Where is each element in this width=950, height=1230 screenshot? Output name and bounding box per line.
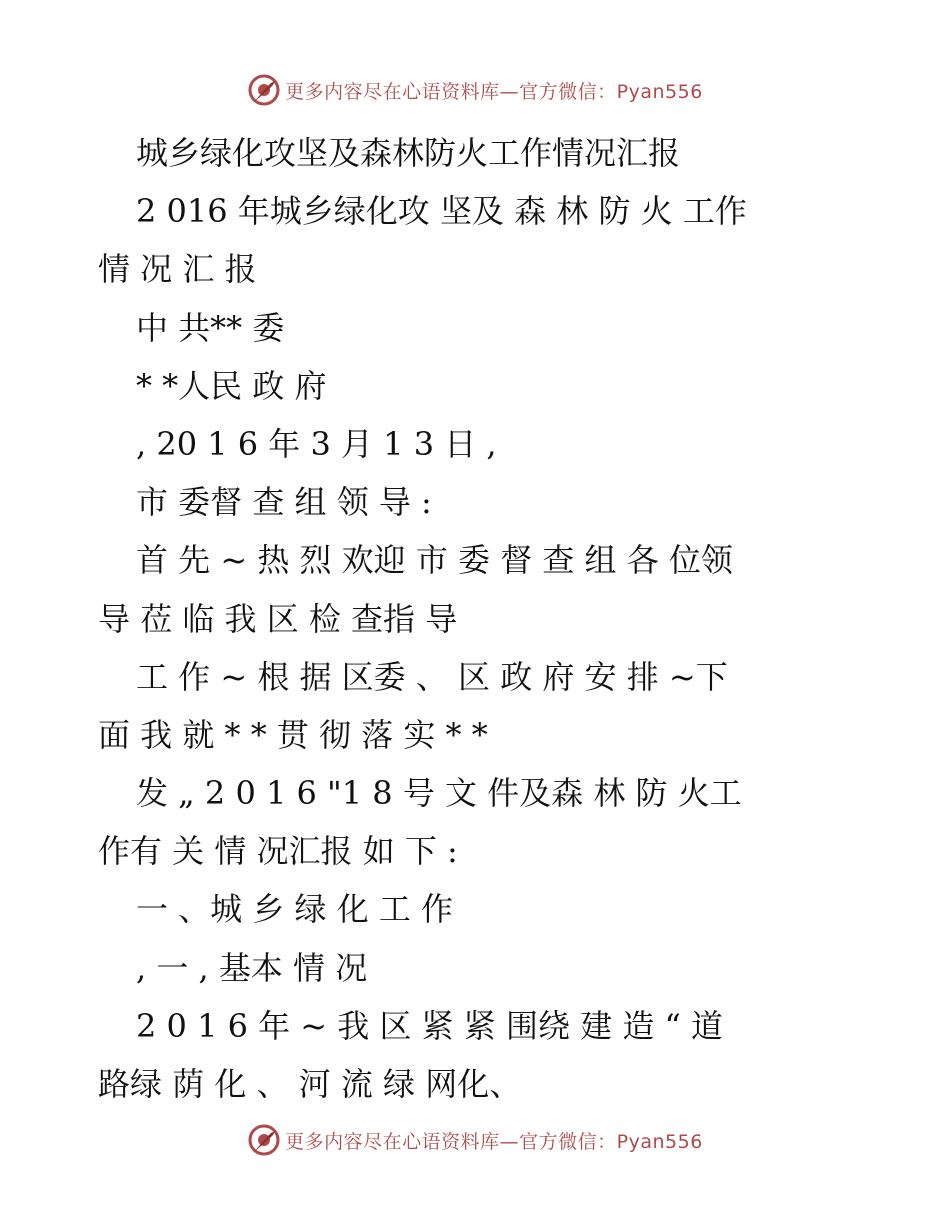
text-line: , 20 1 6 年 3 月 1 3 日 , — [136, 424, 497, 463]
text-line: 导 莅 临 我 区 检 查指 导 — [98, 599, 458, 638]
document-body — [98, 124, 858, 1113]
text-line: 发 „ 2 0 1 6 "1 8 号 文 件及森 林 防 火工 — [136, 774, 742, 813]
text-line: 工 作 ~ 根 据 区委 、 区 政 府 安 排 ~下 — [136, 657, 728, 696]
footer-banner — [0, 1120, 950, 1160]
text-line: 路绿 荫 化 、 河 流 绿 网化、 — [98, 1065, 522, 1103]
header-banner — [0, 70, 950, 110]
text-line: 一 、城 乡 绿 化 工 作 — [136, 890, 454, 929]
text-line: , 一 , 基本 情 况 — [136, 948, 368, 987]
text-line: 市 委督 查 组 领 导 : — [136, 483, 432, 522]
text-line: 面 我 就 * * 贯 彻 落 实 * * — [98, 715, 488, 754]
banner-text: 更多内容尽在心语资料库—官方微信：Pyan556 — [285, 1130, 703, 1153]
text-line: 作有 关 情 况汇报 如 下 : — [98, 832, 458, 871]
quill-logo-icon — [247, 1123, 281, 1157]
text-line: 首 先 ~ 热 烈 欢迎 市 委 督 查 组 各 位领 — [136, 541, 733, 580]
text-line: * *人民 政 府 — [136, 366, 327, 405]
text-line: 情 况 汇 报 — [98, 250, 257, 289]
text-line: 城乡绿化攻坚及森林防火工作情况汇报 — [136, 134, 681, 172]
text-line: 2 016 年城乡绿化攻 坚及 森 林 防 火 工作 — [136, 192, 747, 231]
quill-logo-icon — [247, 73, 281, 107]
text-line: 2 0 1 6 年 ~ 我 区 紧 紧 围绕 建 造 “ 道 — [136, 1006, 724, 1045]
text-line: 中 共** 委 — [136, 308, 285, 347]
banner-text: 更多内容尽在心语资料库—官方微信：Pyan556 — [285, 80, 703, 103]
